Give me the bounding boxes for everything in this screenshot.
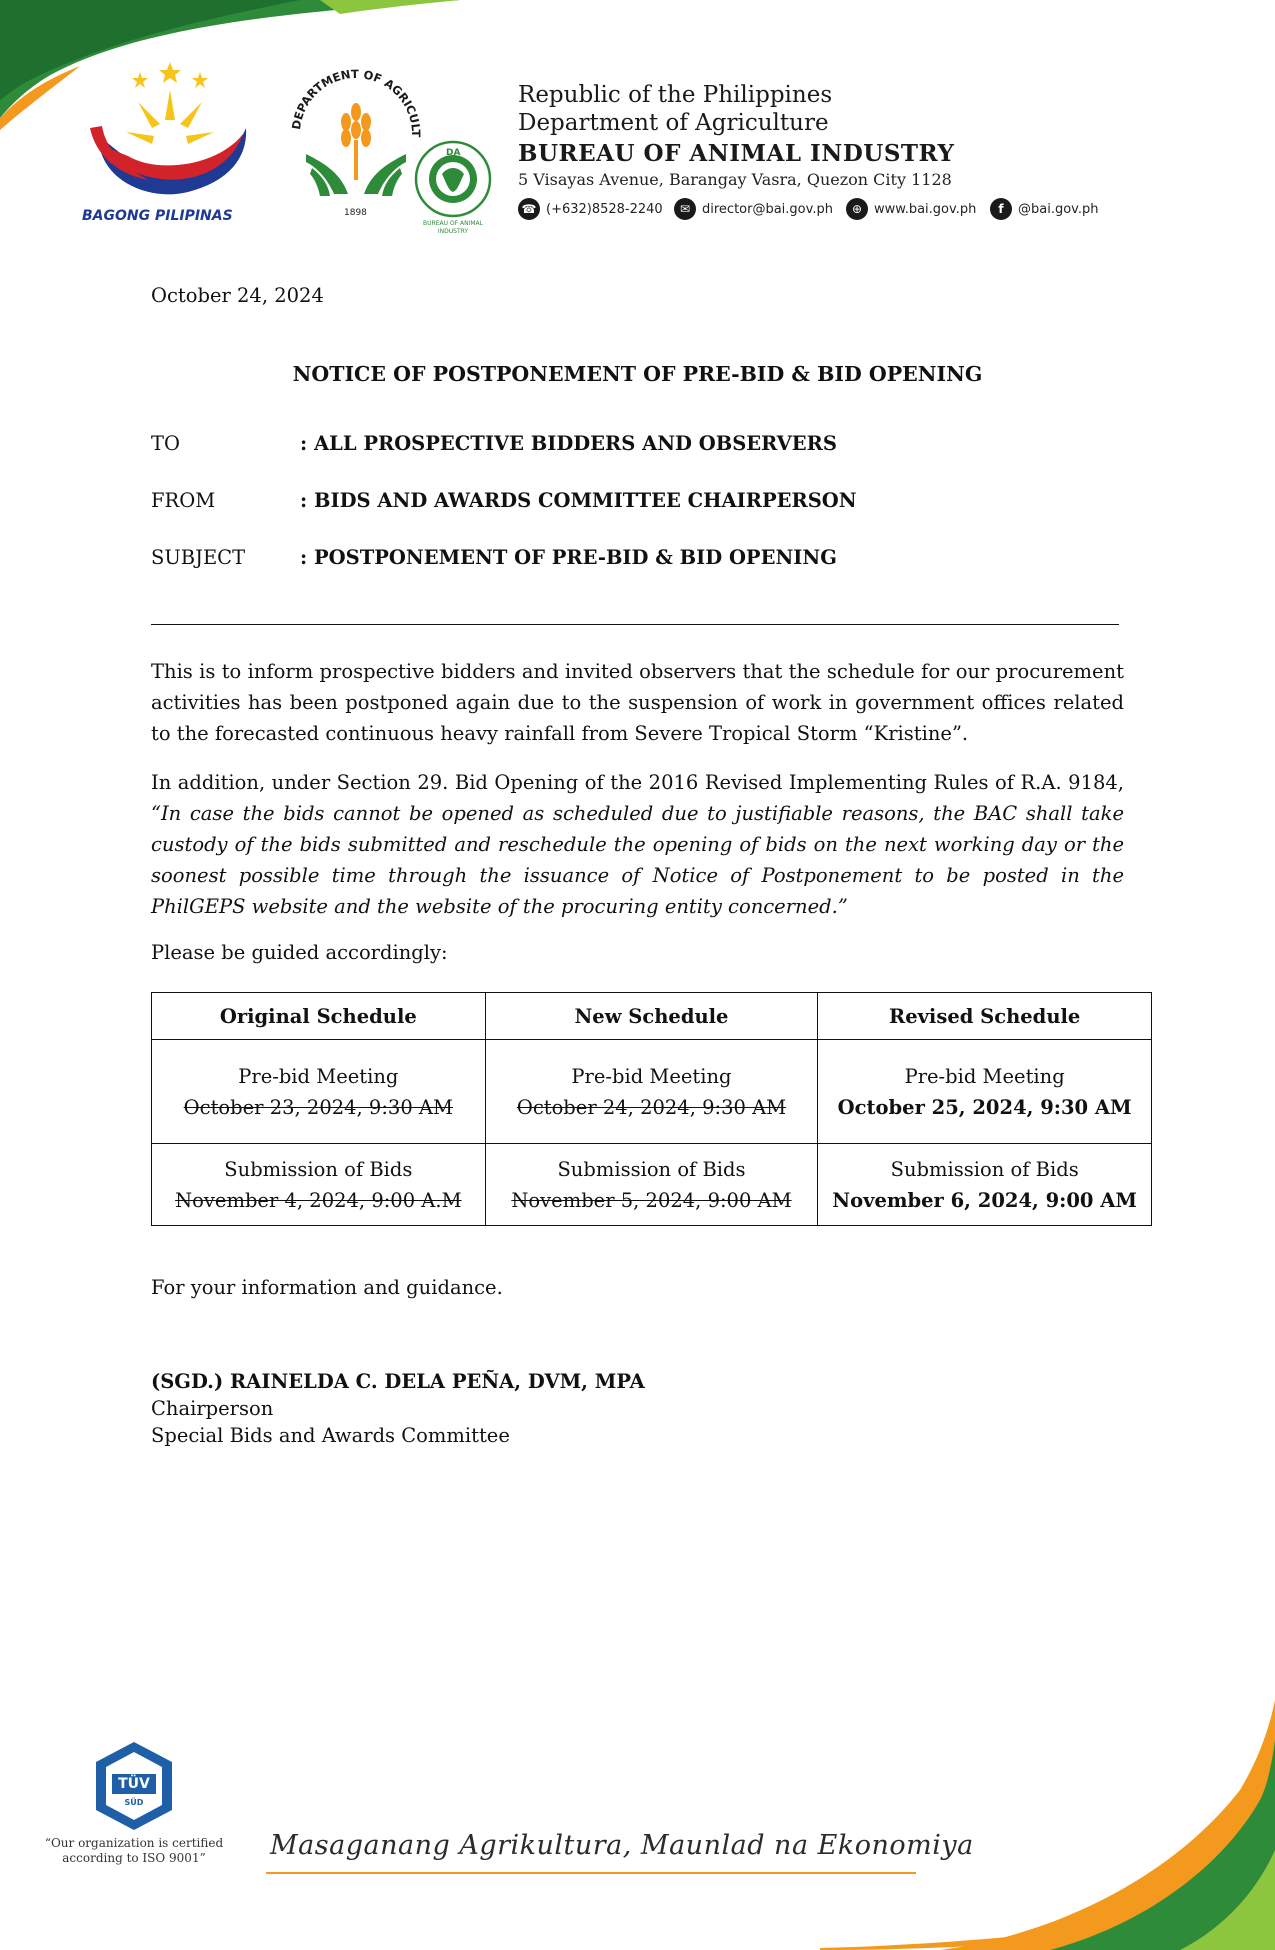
signatory-name: (SGD.) RAINELDA C. DELA PEÑA, DVM, MPA: [151, 1370, 645, 1393]
contact-email: ✉ director@bai.gov.ph: [674, 198, 833, 220]
contact-web: ⊕ www.bai.gov.ph: [846, 198, 976, 220]
paragraph-2-lead: In addition, under Section 29. Bid Opening of the 2016 Revised Implementing Rules of R.A. 9184,: [151, 771, 1124, 794]
signatory-position: Chairperson: [151, 1397, 274, 1420]
schedule-table: [151, 992, 1152, 1226]
memo-title: NOTICE OF POSTPONEMENT OF PRE-BID & BID OPENING: [292, 362, 983, 386]
header-original: Original Schedule: [152, 993, 486, 1040]
bai-logo-text: BUREAU OF ANIMAL INDUSTRY: [423, 220, 483, 235]
email-icon: ✉: [674, 198, 696, 220]
subject-value: : POSTPONEMENT OF PRE-BID & BID OPENING: [300, 546, 837, 569]
from-label: FROM: [151, 489, 216, 512]
table-row: [152, 1144, 1152, 1226]
iso-caption: “Our organization is certified according to ISO 9001”: [44, 1836, 224, 1865]
header-republic: Republic of the Philippines: [518, 82, 833, 108]
cell-prebid-original: Pre-bid Meeting October 23, 2024, 9:30 AM: [152, 1040, 486, 1144]
to-value: : ALL PROSPECTIVE BIDDERS AND OBSERVERS: [300, 432, 837, 455]
paragraph-2: [151, 767, 1124, 922]
memo-divider: [151, 624, 1119, 625]
paragraph-1: This is to inform prospective bidders and invited observers that the schedule for our procurement activities has been postponed again due to the suspension of work in government offices related to the forecasted continuous heavy rainfall from Severe Tropical Storm “Kristine”.: [151, 660, 1124, 745]
closing-line: For your information and guidance.: [151, 1276, 503, 1299]
contact-phone: ☎ (+632)8528-2240: [518, 198, 663, 220]
paragraph-2-quote: “In case the bids cannot be opened as scheduled due to justifiable reasons, the BAC shall take custody of the bids submitted and reschedule the opening of bids on the next working day or the soonest possible time through the issuance of Notice of Postponement to be posted in the PhilGEPS website and the website of the procuring entity concerned.”: [151, 802, 1124, 918]
iso-badge-sub: SÜD: [124, 1798, 144, 1807]
globe-icon: ⊕: [846, 198, 868, 220]
header-new: New Schedule: [485, 993, 818, 1040]
header-department: Department of Agriculture: [518, 110, 829, 136]
tagline-underline: [266, 1872, 916, 1874]
from-value: : BIDS AND AWARDS COMMITTEE CHAIRPERSON: [300, 489, 857, 512]
bureau-of-animal-industry-logo: [414, 140, 492, 240]
bai-abbr: DA: [446, 148, 461, 158]
footer-swoosh: [820, 1700, 1275, 1950]
facebook-icon: f: [990, 198, 1012, 220]
bagong-pilipinas-logo: [78, 62, 258, 232]
cell-prebid-revised: Pre-bid Meeting October 25, 2024, 9:30 AM: [818, 1040, 1152, 1144]
table-header-row: [152, 993, 1152, 1040]
iso-badge: [88, 1740, 180, 1832]
da-year: 1898: [344, 208, 367, 218]
subject-label: SUBJECT: [151, 546, 246, 569]
header-bureau: BUREAU OF ANIMAL INDUSTRY: [518, 140, 955, 167]
cell-submission-original: Submission of Bids November 4, 2024, 9:00 A.M: [152, 1144, 486, 1226]
header-address: 5 Visayas Avenue, Barangay Vasra, Quezon City 1128: [518, 170, 952, 189]
iso-badge-text: TÜV: [118, 1776, 150, 1792]
signatory-committee: Special Bids and Awards Committee: [151, 1424, 510, 1447]
to-label: TO: [151, 432, 180, 455]
svg-text:DEPARTMENT OF AGRICULTURE: DEPARTMENT OF AGRICULT: [289, 66, 424, 138]
header-revised: Revised Schedule: [818, 993, 1152, 1040]
cell-submission-revised: Submission of Bids November 6, 2024, 9:00 AM: [818, 1144, 1152, 1226]
contact-facebook: f @bai.gov.ph: [990, 198, 1098, 220]
footer-tagline: Masaganang Agrikultura, Maunlad na Ekonomiya: [270, 1830, 974, 1861]
memo-date: October 24, 2024: [151, 284, 324, 307]
department-of-agriculture-logo: [286, 64, 426, 224]
phone-icon: ☎: [518, 198, 540, 220]
table-row: [152, 1040, 1152, 1144]
bagong-pilipinas-text: BAGONG PILIPINAS: [82, 208, 233, 224]
paragraph-3: Please be guided accordingly:: [151, 941, 448, 964]
cell-submission-new: Submission of Bids November 5, 2024, 9:00 AM: [485, 1144, 818, 1226]
cell-prebid-new: Pre-bid Meeting October 24, 2024, 9:30 AM: [485, 1040, 818, 1144]
